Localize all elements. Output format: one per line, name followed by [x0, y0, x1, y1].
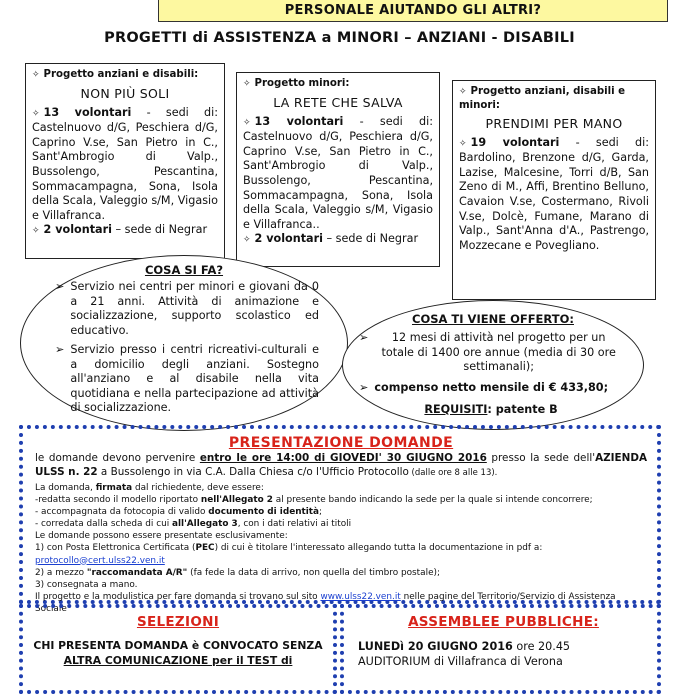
website-link[interactable]: www.ulss22.ven.it: [320, 591, 401, 602]
top-banner: [158, 0, 668, 22]
list-item: ➢ Servizio nei centri per minori e giovani da 0 a 21 anni. Attività di animazione e socializzazione, supporto scolastico ed educativo.: [55, 280, 319, 337]
arrow-bullet-icon: ➢: [55, 280, 65, 293]
arrow-bullet-icon: ➢: [359, 331, 369, 344]
selezioni-title: SELEZIONI: [136, 614, 220, 630]
project-extra-volunteers: ✧ 2 volontari – sede di Negrar: [243, 232, 419, 246]
project-volunteers: ✧ 13 volontari - sedi di: Castelnuovo d/G, Peschiera d/G, Caprino V.se, San Pietro in C., Sant'Ambrogio di Valp., Bussolengo, Pescantina, Sommacampagna, Sona, Isola della Scala, Valeggio s/M, Vigasio e Villafranca..: [243, 114, 433, 231]
cosa-offerto-ellipse: [342, 300, 644, 430]
requisiti: REQUISITI: patente B: [424, 403, 558, 416]
diamond-bullet-icon: ✧: [243, 235, 251, 246]
project-header: Progetto anziani, disabili e minori:: [459, 86, 626, 111]
diamond-bullet-icon: ✧: [459, 138, 467, 149]
presentazione-title: PRESENTAZIONE DOMANDE: [228, 435, 454, 451]
presentazione-paragraph: le domande devono pervenire entro le ore 14:00 di GIOVEDI' 30 GIUGNO 2016 presso la sede dell'AZIENDA ULSS n. 22 a Bussolengo in via C.A. Dalla Chiesa c/o l'Ufficio Protocollo (dalle ore 8 alle 13).: [35, 452, 647, 478]
project-box-prendimi-per-mano: [452, 80, 656, 300]
project-box-la-rete-che-salva: [236, 72, 440, 267]
project-volunteers: ✧ 19 volontari - sedi di: Bardolino, Brenzone d/G, Garda, Lazise, Malcesine, Torri d/B, San Zeno di M., Affi, Brentino Belluno, Cavaion V.se, Costermano, Rivoli V.se, Dolcè, Fumane, Marano di Valp., Sant'Anna d'A., Pastrengo, Mozzecane e Povegliano.: [459, 135, 649, 252]
project-name: PRENDIMI PER MANO: [485, 116, 623, 131]
selezioni-box: [19, 604, 337, 694]
cosa-si-fa-ellipse: [20, 255, 348, 431]
assemblee-text: LUNEDì 20 GIUGNO 2016 ore 20.45 AUDITORIUM di Villafranca di Verona: [358, 640, 571, 668]
project-box-non-piu-soli: [25, 63, 225, 259]
project-header: Progetto minori:: [254, 78, 350, 89]
cosa-offerto-title: COSA TI VIENE OFFERTO:: [412, 312, 574, 326]
banner-text: PERSONALE AIUTANDO GLI ALTRI?: [284, 3, 542, 18]
project-header: Progetto anziani e disabili:: [43, 69, 199, 80]
project-name: LA RETE CHE SALVA: [273, 95, 403, 110]
list-item: ➢ Servizio presso i centri ricreativi-culturali e a domicilio degli anziani. Sostegno all'anziano e al disabile nella vita quotidiana e nella partecipazione ad attività di socializzazione.: [55, 343, 319, 414]
selezioni-text: CHI PRESENTA DOMANDA è CONVOCATO SENZA ALTRA COMUNICAZIONE per il TEST di: [33, 639, 323, 667]
diamond-bullet-icon: ✧: [32, 108, 40, 119]
diamond-bullet-icon: ✧: [32, 70, 40, 80]
project-extra-volunteers: ✧ 2 volontari – sede di Negrar: [32, 223, 208, 237]
diamond-bullet-icon: ✧: [243, 79, 251, 89]
arrow-bullet-icon: ➢: [55, 343, 65, 356]
diamond-bullet-icon: ✧: [32, 226, 40, 237]
cosa-si-fa-title: COSA SI FA?: [144, 263, 224, 277]
arrow-bullet-icon: ➢: [359, 380, 369, 394]
diamond-bullet-icon: ✧: [243, 117, 251, 128]
assemblee-title: ASSEMBLEE PUBBLICHE:: [408, 614, 599, 630]
pec-email-link[interactable]: protocollo@cert.ulss22.ven.it: [35, 555, 165, 566]
presentazione-details: La domanda, firmata dal richiedente, deve essere: -redatta secondo il modello riportato nell'Allegato 2 al presente bando indicando la sede per la quale si intende concorrere; - accompagnata da fotocopia di valido documento di identità; - corredata dalla scheda di cui all'Allegato 3, con i dati relativi ai titoli Le domande possono essere presentate esclusivamente: 1) con Posta Elettronica Certificata (PEC) di cui è titolare l'interessato allegando tutta la documentazione in pdf a: protocollo@cert.ulss22.ven.it 2) a mezzo "raccomandata A/R" (fa fede la data di arrivo, non quella del timbro postale); 3) consegnata a mano. Il progetto e la modulistica per fare domanda si trovano sul sito www.ulss22.ven.it nelle pagine del Territorio/Servizio di Assistenza Sociale: [35, 483, 616, 614]
diamond-bullet-icon: ✧: [459, 87, 467, 97]
project-name: NON PIÙ SOLI: [80, 86, 170, 101]
main-title: PROGETTI di ASSISTENZA a MINORI – ANZIANI - DISABILI: [104, 30, 575, 46]
project-volunteers: ✧ 13 volontari - sedi di: Castelnuovo d/G, Peschiera d/G, Caprino V.se, San Pietro in C., Sant'Ambrogio di Valp., Bussolengo, Pescantina, Sommacampagna, Sona, Isola della Scala, Valeggio s/M, Vigasio e Villafranca.: [32, 105, 218, 222]
assemblee-box: [340, 604, 661, 694]
list-item: ➢ 12 mesi di attività nel progetto per un totale di 1400 ore annue (media di 30 ore settimanali);: [359, 331, 616, 373]
list-item: ➢ compenso netto mensile di € 433,80;: [359, 380, 609, 394]
presentazione-domande-box: [19, 425, 661, 614]
